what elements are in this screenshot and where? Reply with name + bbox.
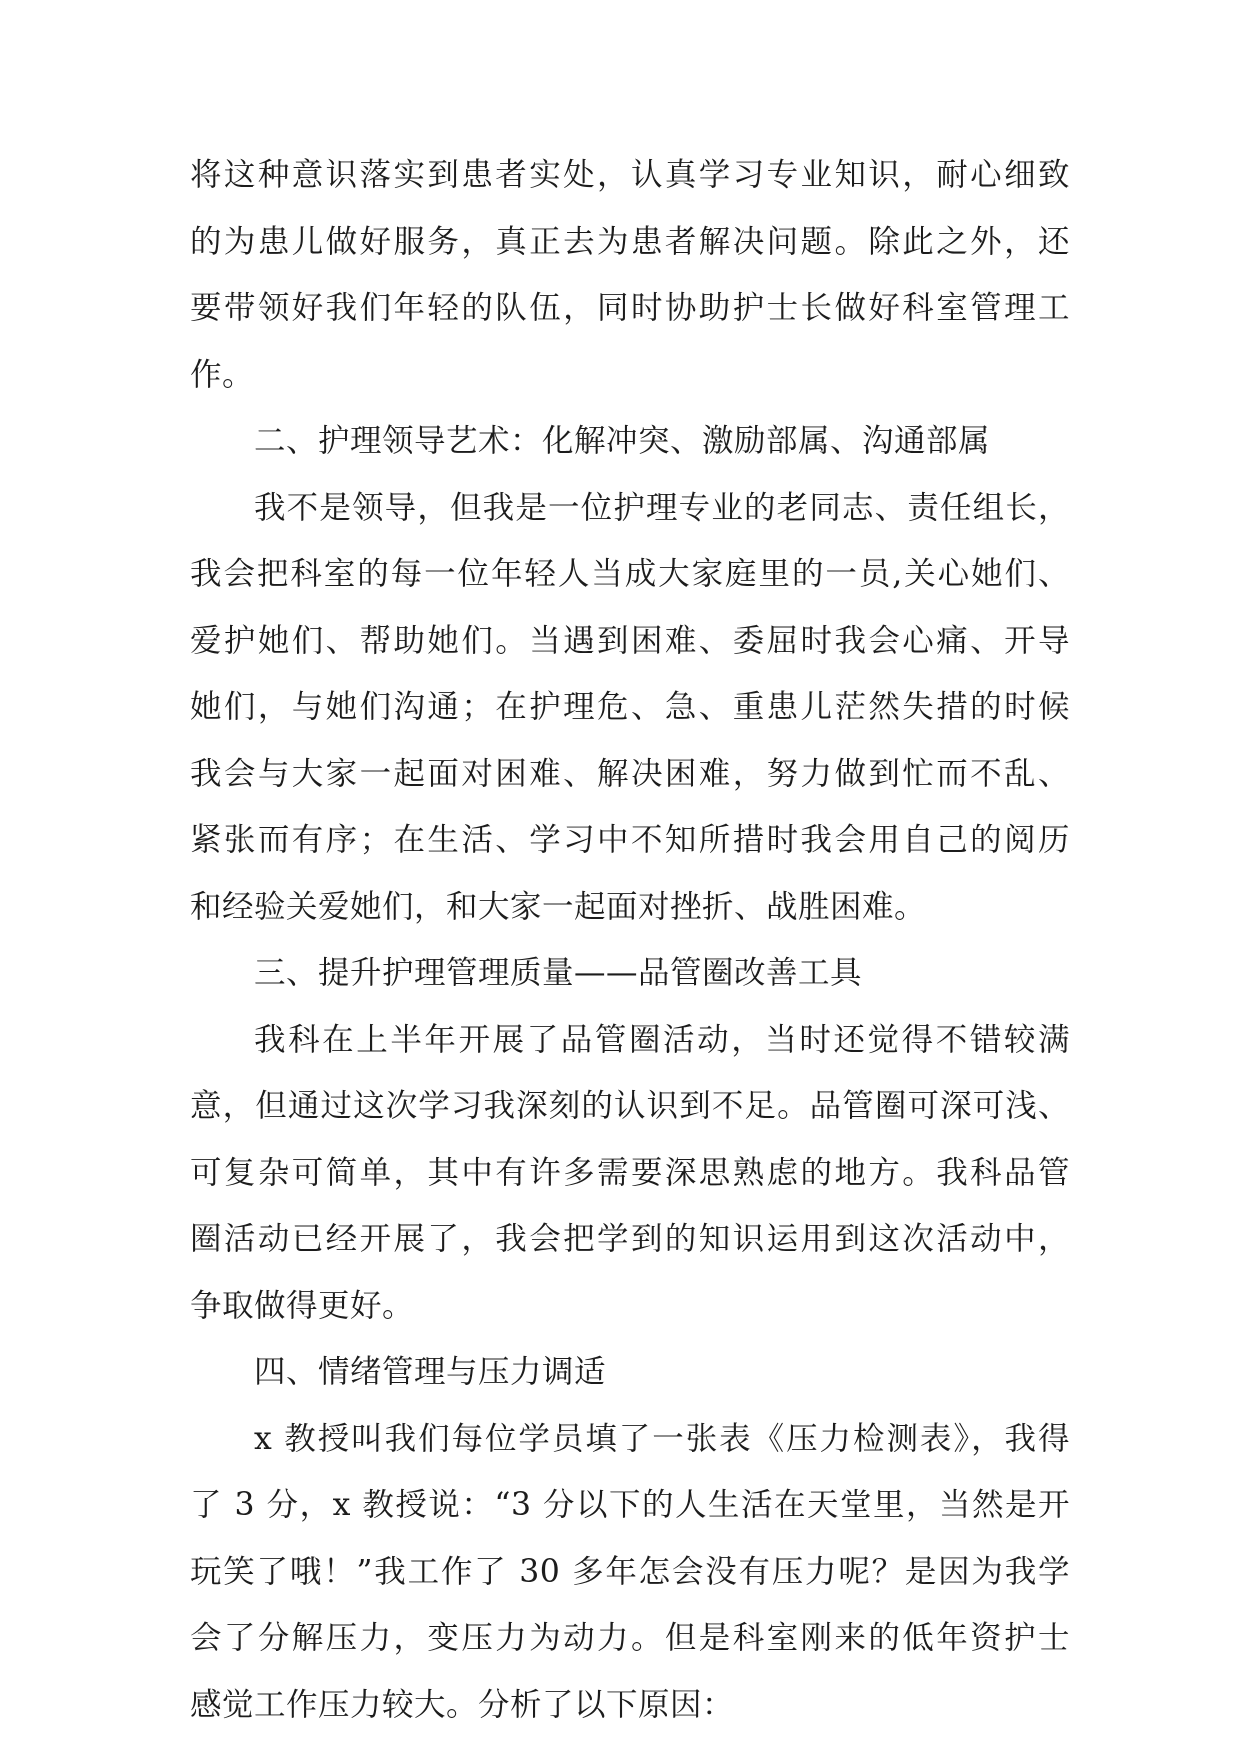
text-line: 意，但通过这次学习我深刻的认识到不足。品管圈可深可浅、 bbox=[190, 1088, 1070, 1124]
text-line: 会了分解压力，变压力为动力。但是科室刚来的低年资护士 bbox=[190, 1620, 1070, 1656]
text-line: 紧张而有序；在生活、学习中不知所措时我会用自己的阅历 bbox=[190, 822, 1070, 858]
text-line: 要带领好我们年轻的队伍，同时协助护士长做好科室管理工 bbox=[190, 290, 1070, 326]
text-line: 二、护理领导艺术：化解冲突、激励部属、沟通部属 bbox=[254, 423, 991, 459]
text-line: 三、提升护理管理质量——品管圈改善工具 bbox=[254, 955, 863, 991]
text-line: 我会把科室的每一位年轻人当成大家庭里的一员,关心她们、 bbox=[190, 556, 1070, 592]
text-line: 作。 bbox=[190, 356, 255, 393]
text-line: 了 3 分，x 教授说：“3 分以下的人生活在天堂里，当然是开 bbox=[190, 1487, 1070, 1523]
text-line: 我科在上半年开展了品管圈活动，当时还觉得不错较满 bbox=[254, 1021, 1070, 1058]
text-line: 我会与大家一起面对困难、解决困难，努力做到忙而不乱、 bbox=[190, 755, 1070, 792]
text-line: 和经验关爱她们，和大家一起面对挫折、战胜困难。 bbox=[190, 888, 927, 925]
document-body bbox=[190, 155, 1070, 1751]
text-line: 的为患儿做好服务，真正去为患者解决问题。除此之外，还 bbox=[190, 223, 1070, 260]
text-line: 将这种意识落实到患者实处，认真学习专业知识，耐心细致 bbox=[190, 157, 1070, 193]
text-line: 她们，与她们沟通；在护理危、急、重患儿茫然失措的时候 bbox=[190, 689, 1070, 725]
text-line: 可复杂可简单，其中有许多需要深思熟虑的地方。我科品管 bbox=[190, 1154, 1070, 1191]
text-line: 感觉工作压力较大。分析了以下原因： bbox=[190, 1686, 735, 1723]
text-line: 爱护她们、帮助她们。当遇到困难、委屈时我会心痛、开导 bbox=[190, 622, 1070, 659]
text-line: 玩笑了哦！”我工作了 30 多年怎会没有压力呢？是因为我学 bbox=[190, 1553, 1070, 1590]
text-line: 四、情绪管理与压力调适 bbox=[254, 1354, 607, 1390]
text-line: 圈活动已经开展了，我会把学到的知识运用到这次活动中， bbox=[190, 1221, 1070, 1257]
text-line: 争取做得更好。 bbox=[190, 1287, 415, 1324]
text-line: 我不是领导，但我是一位护理专业的老同志、责任组长， bbox=[254, 489, 1070, 526]
text-line: x 教授叫我们每位学员填了一张表《压力检测表》，我得 bbox=[254, 1420, 1070, 1457]
